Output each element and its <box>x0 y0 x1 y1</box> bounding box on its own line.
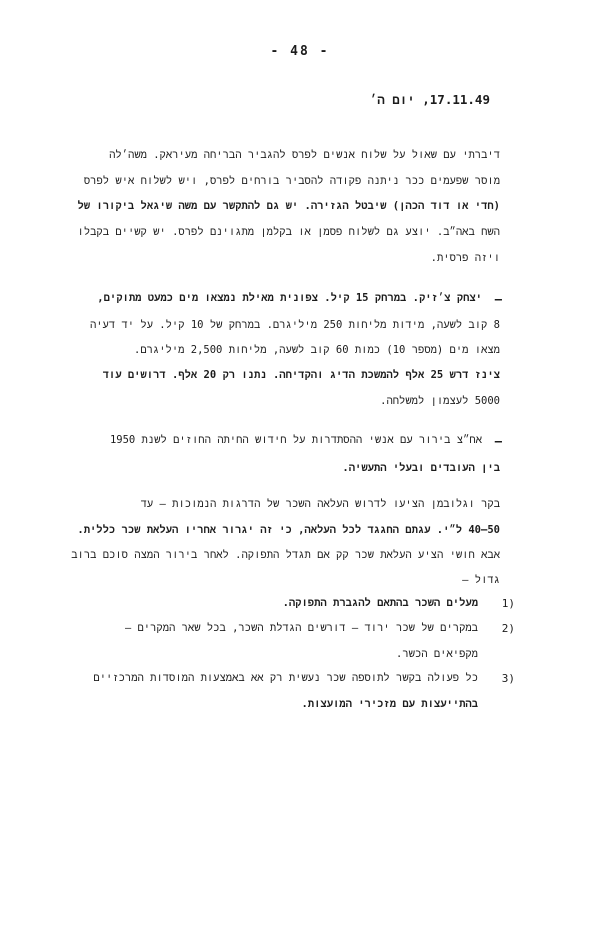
item-number: 1) <box>501 597 515 610</box>
entry-date: 17.11.49, יום ה׳ <box>369 92 490 107</box>
para2-line: 8 קוב לשעה, מידות מליחות 250 מיליגרם. במרחק של 10 קיל. על יד דעיה <box>89 319 500 331</box>
item-line: מקפיאים הכשר. <box>396 648 478 660</box>
item-line: כל פעולה בקשר לתוספה שכר נעשית רק אא באמצעות המוסדות המרכזיים <box>93 672 478 684</box>
para3-dash: – <box>494 434 502 448</box>
para1-line: ויזה פרסית. <box>430 252 500 264</box>
para4-line: אבא חושי הציע העלאת שכר קק אם תגדל התפוקה. לאחר בירור המצה סוכם ברוב <box>71 549 500 561</box>
para4-line: בקר וגלובמן הציעו לדרוש העלאה השכר של הדרגות הנמוכות – עד <box>140 498 500 510</box>
para4-line: גדול – <box>462 574 500 586</box>
para1-line: דיברתי עם שאול על שלוח אנשים לפרס להגביר הבריחה מעיראק. משה׳לה <box>109 149 500 161</box>
para2-dash: – <box>494 292 502 306</box>
item-line: בהתייעצות עם מזכירי המועצות. <box>301 698 478 710</box>
para2-line: מצאו מים (מספר 10) כמות 60 קוב לשעה, מליחות 2,500 מיליגרם. <box>134 344 500 356</box>
para4-line: 50–40 ל״י. עגתם החגגד לכל העלאה, כי זה יגרור אחריו העלאת שכר כללית. <box>77 524 500 536</box>
para3-line: בין העובדים ובעלי התעשיה. <box>342 462 500 474</box>
para2-line: 5000 לעצמון למשלחה. <box>380 395 500 407</box>
para1-line: מוסר שפעמים ככר ניתנה פקודה להסביר בורחים לפרס, ויש לשלוח איש לפרס <box>83 175 500 187</box>
item-number: 3) <box>501 672 515 685</box>
item-number: 2) <box>501 622 515 635</box>
para2-line: צינז דרש 25 אלף להמשכת הדיג והקדיחה. נתנו רק 20 אלף. דרושים עוד <box>102 369 500 381</box>
para1-line: (חדי או דוד הכהן) שיבטל הגזירה. יש גם להתקשר עם משה שיגאל ביקורו של <box>77 200 500 212</box>
page-number: - 48 - <box>270 44 330 59</box>
para2-line: יצחק צ׳זיק. במרחק 15 קיל. צפונית מאילת נמצאו מים כמעט מתוקים, <box>97 292 482 304</box>
para3-line: אח״צ בירור עם אנשי ההסתדרות על חידוש החיתה החוזים לשנת 1950 <box>109 434 482 446</box>
item-line: במקרים של שכר ירוד – דורשים הגדלת השכר, בכל שאר המקרים – <box>124 622 478 634</box>
item-line: מעלים השכר בהתאם להגברת התפוקה. <box>282 597 478 609</box>
para1-line: השח באה״ב. יוצע גם לשלוח פסמן או בקלמן מתגוינם לפרס. יש קשיים בקבלו <box>77 226 500 238</box>
